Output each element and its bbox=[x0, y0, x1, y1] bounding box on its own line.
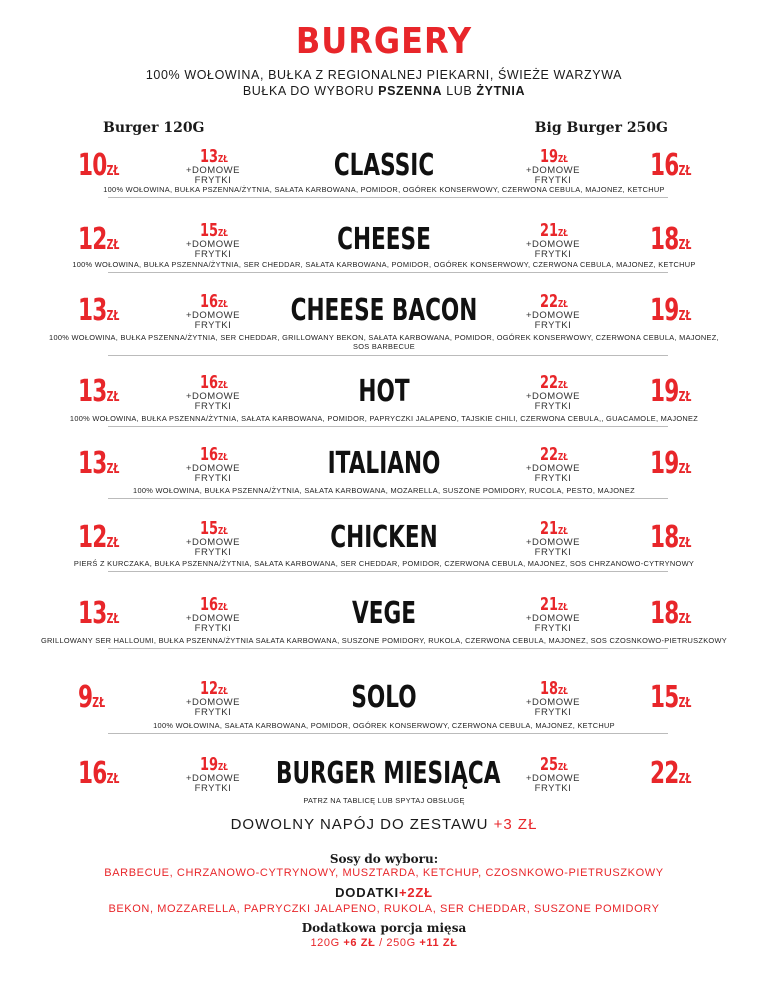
row-divider bbox=[108, 272, 668, 273]
currency-label: ZŁ bbox=[678, 612, 692, 627]
row-divider bbox=[108, 571, 668, 572]
price-value: 22 bbox=[650, 756, 679, 791]
drink-offer-price: +3 ZŁ bbox=[493, 816, 538, 833]
currency-label: ZŁ bbox=[678, 309, 692, 324]
fries-note-big bbox=[526, 464, 580, 484]
fries-label: FRYTKI bbox=[534, 175, 572, 186]
burger-description: 100% WOŁOWINA, BUŁKA PSZENNA/ŻYTNIA, SAŁATA KARBOWANA, MOZARELLA, SUSZONE POMIDORY, RUCOLA, PESTO, MAJONEZ bbox=[133, 486, 635, 495]
fries-label: FRYTKI bbox=[194, 707, 232, 718]
fries-label: FRYTKI bbox=[194, 320, 232, 331]
currency-label: ZŁ bbox=[558, 452, 568, 463]
fries-note-small bbox=[186, 240, 240, 260]
price-small-burger bbox=[78, 293, 119, 328]
currency-label: ZŁ bbox=[218, 762, 228, 773]
burger-name: VEGE bbox=[352, 596, 416, 631]
fries-note-small bbox=[186, 311, 240, 331]
burger-description: 100% WOŁOWINA, BUŁKA PSZENNA/ŻYTNIA, SAŁATA KARBOWANA, POMIDOR, PAPRYCZKI JALAPENO, TAJSKIE CHILI, CZERWONA CEBULA,, GUACAMOLE, MAJONEZ bbox=[69, 414, 699, 423]
price-small-with-fries bbox=[200, 372, 228, 393]
fries-label: FRYTKI bbox=[194, 783, 232, 794]
fries-label: FRYTKI bbox=[194, 473, 232, 484]
price-value: 18 bbox=[650, 520, 679, 555]
price-big-burger bbox=[650, 756, 691, 791]
burger-description: 100% WOŁOWINA, BUŁKA PSZENNA/ŻYTNIA, SAŁATA KARBOWANA, POMIDOR, OGÓREK KONSERWOWY, CZERWONA CEBULA, MAJONEZ, KETCHUP bbox=[103, 185, 665, 194]
price-small-burger bbox=[78, 596, 119, 631]
price-big-burger bbox=[650, 446, 691, 481]
fries-label: +DOMOWE bbox=[186, 310, 240, 321]
fries-label: FRYTKI bbox=[534, 707, 572, 718]
price-value: 12 bbox=[78, 222, 107, 257]
fries-note-big bbox=[526, 240, 580, 260]
currency-label: ZŁ bbox=[678, 536, 692, 551]
price-big-with-fries bbox=[540, 678, 568, 699]
fries-label: +DOMOWE bbox=[186, 773, 240, 784]
price-small-with-fries bbox=[200, 220, 228, 241]
price-big-with-fries bbox=[540, 220, 568, 241]
currency-label: ZŁ bbox=[558, 154, 568, 165]
price-value: 19 bbox=[650, 446, 679, 481]
burger-description: 100% WOŁOWINA, SAŁATA KARBOWANA, POMIDOR, OGÓREK KONSERWOWY, CZERWONA CEBULA, MAJONEZ, KETCHUP bbox=[153, 721, 615, 730]
burger-description: PIERŚ Z KURCZAKA, BUŁKA PSZENNA/ŻYTNIA, SAŁATA KARBOWANA, SER CHEDDAR, POMIDOR, CZERWONA CEBULA, MAJONEZ, SOS CHRZANOWO-CYTRYNOWY bbox=[73, 559, 695, 568]
price-small-with-fries bbox=[200, 146, 228, 167]
burger-name: ITALIANO bbox=[327, 446, 441, 481]
price-big-burger bbox=[650, 222, 691, 257]
fries-label: +DOMOWE bbox=[186, 613, 240, 624]
drink-offer bbox=[0, 816, 768, 833]
price-small-with-fries bbox=[200, 518, 228, 539]
addons-heading bbox=[0, 885, 768, 900]
fries-label: FRYTKI bbox=[194, 175, 232, 186]
size-header-big: Big Burger 250G bbox=[534, 120, 668, 136]
price-big-with-fries bbox=[540, 444, 568, 465]
burger-description: 100% WOŁOWINA, BUŁKA PSZENNA/ŻYTNIA, SER CHEDDAR, SAŁATA KARBOWANA, POMIDOR, OGÓREK KONSERWOWY, CZERWONA CEBULA, MAJONEZ, KETCHUP bbox=[72, 260, 696, 269]
row-divider bbox=[108, 648, 668, 649]
burger-name: SOLO bbox=[351, 680, 417, 715]
price-value: 18 bbox=[650, 596, 679, 631]
price-small-burger bbox=[78, 680, 105, 715]
price-value: 15 bbox=[200, 220, 219, 241]
currency-label: ZŁ bbox=[678, 164, 692, 179]
price-big-burger bbox=[650, 148, 691, 183]
burger-description: PATRZ NA TABLICĘ LUB SPYTAJ OBSŁUGĘ bbox=[303, 796, 465, 805]
fries-label: +DOMOWE bbox=[526, 463, 580, 474]
currency-label: ZŁ bbox=[558, 380, 568, 391]
currency-label: ZŁ bbox=[558, 602, 568, 613]
price-value: 16 bbox=[650, 148, 679, 183]
currency-label: ZŁ bbox=[92, 696, 106, 711]
fries-note-small bbox=[186, 538, 240, 558]
fries-label: FRYTKI bbox=[194, 623, 232, 634]
fries-label: +DOMOWE bbox=[186, 697, 240, 708]
currency-label: ZŁ bbox=[218, 602, 228, 613]
bun-option-rye: ŻYTNIA bbox=[476, 84, 526, 98]
fries-label: +DOMOWE bbox=[526, 239, 580, 250]
burger-name: CHEESE BACON bbox=[290, 293, 478, 328]
price-big-with-fries bbox=[540, 594, 568, 615]
fries-note-big bbox=[526, 774, 580, 794]
price-small-with-fries bbox=[200, 291, 228, 312]
fries-note-small bbox=[186, 464, 240, 484]
price-value: 21 bbox=[540, 220, 559, 241]
price-big-burger bbox=[650, 520, 691, 555]
extra-meat-sep: / bbox=[379, 937, 383, 949]
price-value: 22 bbox=[540, 444, 559, 465]
fries-note-big bbox=[526, 614, 580, 634]
price-value: 15 bbox=[650, 680, 679, 715]
fries-label: +DOMOWE bbox=[526, 537, 580, 548]
burger-name: CHEESE bbox=[337, 222, 431, 257]
currency-label: ZŁ bbox=[678, 238, 692, 253]
fries-note-small bbox=[186, 166, 240, 186]
currency-label: ZŁ bbox=[558, 228, 568, 239]
price-small-burger bbox=[78, 222, 119, 257]
currency-label: ZŁ bbox=[558, 526, 568, 537]
currency-label: ZŁ bbox=[106, 309, 120, 324]
row-divider bbox=[108, 733, 668, 734]
addons-list: BEKON, MOZZARELLA, PAPRYCZKI JALAPENO, RUKOLA, SER CHEDDAR, SUSZONE POMIDORY bbox=[108, 903, 660, 915]
price-value: 22 bbox=[540, 372, 559, 393]
price-big-burger bbox=[650, 596, 691, 631]
burger-name: HOT bbox=[358, 374, 410, 409]
currency-label: ZŁ bbox=[218, 228, 228, 239]
extra-meat-small: 120G bbox=[310, 937, 340, 949]
currency-label: ZŁ bbox=[218, 380, 228, 391]
fries-label: +DOMOWE bbox=[526, 165, 580, 176]
burger-name: BURGER MIESIĄCA bbox=[276, 756, 501, 791]
price-big-burger bbox=[650, 680, 691, 715]
price-value: 13 bbox=[78, 293, 107, 328]
price-value: 16 bbox=[200, 372, 219, 393]
burger-description: GRILLOWANY SER HALLOUMI, BUŁKA PSZENNA/ŻYTNIA SAŁATA KARBOWANA, SUSZONE POMIDORY, RUKOLA, CZERWONA CEBULA, MAJONEZ, SOS CZOSNKOWO-PIETRUSZKOWY bbox=[41, 636, 727, 645]
addons-price: +2ZŁ bbox=[398, 885, 433, 900]
fries-label: +DOMOWE bbox=[526, 310, 580, 321]
price-small-burger bbox=[78, 148, 119, 183]
fries-note-big bbox=[526, 538, 580, 558]
currency-label: ZŁ bbox=[106, 536, 120, 551]
bun-choice-mid: LUB bbox=[446, 84, 473, 98]
price-value: 13 bbox=[200, 146, 219, 167]
fries-label: +DOMOWE bbox=[526, 613, 580, 624]
extra-meat-small-price: +6 ZŁ bbox=[343, 937, 376, 949]
size-header-small: Burger 120G bbox=[103, 120, 205, 136]
fries-label: FRYTKI bbox=[534, 401, 572, 412]
fries-note-small bbox=[186, 392, 240, 412]
price-value: 13 bbox=[78, 374, 107, 409]
price-value: 19 bbox=[650, 374, 679, 409]
fries-label: +DOMOWE bbox=[526, 773, 580, 784]
currency-label: ZŁ bbox=[106, 462, 120, 477]
price-value: 19 bbox=[650, 293, 679, 328]
price-value: 16 bbox=[200, 444, 219, 465]
fries-label: FRYTKI bbox=[534, 473, 572, 484]
fries-note-big bbox=[526, 166, 580, 186]
currency-label: ZŁ bbox=[218, 299, 228, 310]
fries-label: +DOMOWE bbox=[526, 391, 580, 402]
currency-label: ZŁ bbox=[218, 154, 228, 165]
price-big-with-fries bbox=[540, 291, 568, 312]
extra-meat-big: 250G bbox=[386, 937, 416, 949]
price-big-burger bbox=[650, 293, 691, 328]
price-small-burger bbox=[78, 374, 119, 409]
currency-label: ZŁ bbox=[558, 686, 568, 697]
currency-label: ZŁ bbox=[558, 299, 568, 310]
extra-meat-big-price: +11 ZŁ bbox=[419, 937, 458, 949]
fries-note-big bbox=[526, 698, 580, 718]
price-value: 12 bbox=[200, 678, 219, 699]
fries-label: +DOMOWE bbox=[186, 165, 240, 176]
burger-description: 100% WOŁOWINA, BUŁKA PSZENNA/ŻYTNIA, SER CHEDDAR, GRILLOWANY BEKON, SAŁATA KARBOWANA, POMIDOR, OGÓREK KONSERWOWY, CZERWONA CEBULA, MAJONEZ, SOS BARBECUE bbox=[49, 333, 719, 351]
sauces-list: BARBECUE, CHRZANOWO-CYTRYNOWY, MUSZTARDA, KETCHUP, CZOSNKOWO-PIETRUSZKOWY bbox=[104, 867, 664, 879]
currency-label: ZŁ bbox=[106, 164, 120, 179]
price-value: 25 bbox=[540, 754, 559, 775]
price-value: 22 bbox=[540, 291, 559, 312]
row-divider bbox=[108, 355, 668, 356]
currency-label: ZŁ bbox=[218, 686, 228, 697]
price-big-with-fries bbox=[540, 518, 568, 539]
menu-title: BURGERY bbox=[295, 20, 473, 62]
currency-label: ZŁ bbox=[106, 772, 120, 787]
currency-label: ZŁ bbox=[678, 390, 692, 405]
price-small-with-fries bbox=[200, 594, 228, 615]
fries-label: FRYTKI bbox=[534, 547, 572, 558]
price-small-with-fries bbox=[200, 678, 228, 699]
fries-note-big bbox=[526, 392, 580, 412]
fries-label: FRYTKI bbox=[194, 401, 232, 412]
price-value: 16 bbox=[200, 291, 219, 312]
bun-option-wheat: PSZENNA bbox=[378, 84, 443, 98]
bun-choice-prefix: BUŁKA DO WYBORU bbox=[242, 84, 375, 98]
price-value: 16 bbox=[78, 756, 107, 791]
fries-label: FRYTKI bbox=[194, 249, 232, 260]
fries-label: FRYTKI bbox=[534, 249, 572, 260]
price-small-with-fries bbox=[200, 754, 228, 775]
fries-label: +DOMOWE bbox=[186, 239, 240, 250]
currency-label: ZŁ bbox=[106, 612, 120, 627]
row-divider bbox=[108, 197, 668, 198]
price-big-with-fries bbox=[540, 146, 568, 167]
fries-note-small bbox=[186, 614, 240, 634]
menu-subtitle-line1: 100% WOŁOWINA, BUŁKA Z REGIONALNEJ PIEKARNI, ŚWIEŻE WARZYWA bbox=[145, 68, 623, 82]
burger-name: CLASSIC bbox=[333, 148, 435, 183]
fries-label: +DOMOWE bbox=[186, 463, 240, 474]
price-value: 15 bbox=[200, 518, 219, 539]
fries-label: FRYTKI bbox=[534, 623, 572, 634]
price-big-with-fries bbox=[540, 372, 568, 393]
price-value: 18 bbox=[650, 222, 679, 257]
currency-label: ZŁ bbox=[218, 526, 228, 537]
row-divider bbox=[108, 426, 668, 427]
fries-label: FRYTKI bbox=[534, 783, 572, 794]
price-value: 18 bbox=[540, 678, 559, 699]
price-value: 12 bbox=[78, 520, 107, 555]
price-value: 21 bbox=[540, 594, 559, 615]
menu-subtitle-line2 bbox=[0, 84, 768, 98]
fries-label: +DOMOWE bbox=[526, 697, 580, 708]
price-value: 10 bbox=[78, 148, 107, 183]
price-value: 19 bbox=[200, 754, 219, 775]
currency-label: ZŁ bbox=[106, 390, 120, 405]
fries-note-big bbox=[526, 311, 580, 331]
price-value: 16 bbox=[200, 594, 219, 615]
price-value: 21 bbox=[540, 518, 559, 539]
currency-label: ZŁ bbox=[558, 762, 568, 773]
currency-label: ZŁ bbox=[106, 238, 120, 253]
price-value: 9 bbox=[78, 680, 93, 715]
fries-label: +DOMOWE bbox=[186, 537, 240, 548]
currency-label: ZŁ bbox=[218, 452, 228, 463]
addons-title: DODATKI bbox=[335, 885, 399, 900]
burger-name: CHICKEN bbox=[330, 520, 438, 555]
price-small-burger bbox=[78, 520, 119, 555]
fries-note-small bbox=[186, 774, 240, 794]
price-small-burger bbox=[78, 756, 119, 791]
currency-label: ZŁ bbox=[678, 772, 692, 787]
sauces-title: Sosy do wyboru: bbox=[329, 852, 439, 866]
extra-meat-title: Dodatkowa porcja mięsa bbox=[301, 921, 467, 935]
fries-note-small bbox=[186, 698, 240, 718]
extra-meat-prices bbox=[0, 937, 768, 949]
row-divider bbox=[108, 498, 668, 499]
price-small-burger bbox=[78, 446, 119, 481]
fries-label: +DOMOWE bbox=[186, 391, 240, 402]
price-value: 13 bbox=[78, 596, 107, 631]
price-small-with-fries bbox=[200, 444, 228, 465]
currency-label: ZŁ bbox=[678, 696, 692, 711]
currency-label: ZŁ bbox=[678, 462, 692, 477]
price-big-burger bbox=[650, 374, 691, 409]
price-value: 13 bbox=[78, 446, 107, 481]
price-value: 19 bbox=[540, 146, 559, 167]
price-big-with-fries bbox=[540, 754, 568, 775]
fries-label: FRYTKI bbox=[194, 547, 232, 558]
fries-label: FRYTKI bbox=[534, 320, 572, 331]
drink-offer-label: DOWOLNY NAPÓJ DO ZESTAWU bbox=[230, 816, 489, 833]
